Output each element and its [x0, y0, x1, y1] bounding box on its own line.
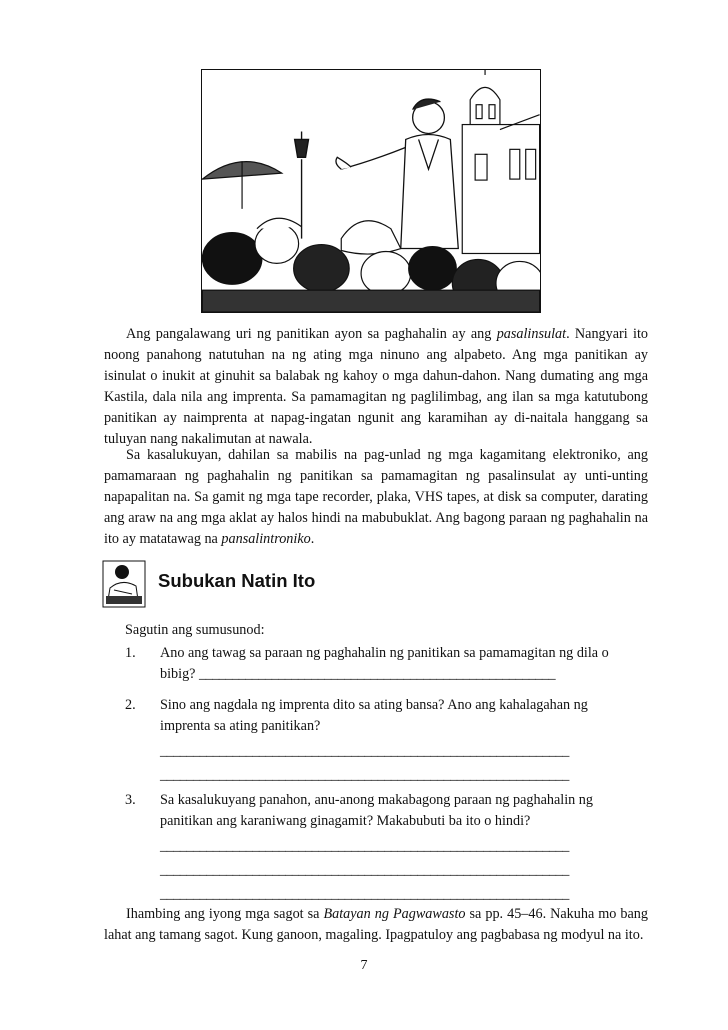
question-2-text: Sino ang nagdala ng imprenta dito sa ating bansa? Ano ang kahalagahan ng imprenta sa ating panitikan?	[160, 697, 588, 734]
instruction-text: Sagutin ang sumusunod:	[125, 622, 265, 638]
question-1-text: Ano ang tawag sa paraan ng paghahalin ng panitikan sa pamamagitan ng dila o bibig?	[160, 645, 609, 682]
paragraph-pasalinsulat	[104, 324, 648, 450]
illustration-crowd-orator	[201, 69, 541, 313]
answer-line-3c[interactable]: ______________________________________________________________	[160, 886, 569, 902]
page-number: 7	[360, 958, 368, 973]
paragraph3-text-end: sa pp. 45–46. Nakuha mo bang lahat ang tamang sagot. Kung ganoon, magaling. Ipagpatuloy ang pagbabasa ng modyul na ito.	[104, 906, 648, 943]
answer-line-3b[interactable]: ______________________________________________________________	[160, 862, 569, 878]
answer-line-3a[interactable]: ______________________________________________________________	[160, 838, 569, 854]
paragraph1-text-end: . Nangyari ito noong panahong natutuhan na ng ating mga ninuno ang alpabeto. Ang mga panitikan ay isinulat o inukit at ginuhit sa balabak ng kahoy o mga dahun-dahon. Nang dumating ang mga Kastila, dala nila ang imprenta. Sa pamamagitan ng paglilimbag, ang ilan sa mga katutubong panitikan ay naimprenta at napag-ingatan ngunit ang karamihan ay di-naitala hanggang sa tuluyan nang nakalimutan at nawala.	[104, 326, 649, 447]
answer-blank-1[interactable]: ______________________________________________________	[199, 666, 556, 682]
student-writing-icon	[102, 560, 146, 608]
question-3-text: Sa kasalukuyang panahon, anu-anong makabagong paraan ng paghahalin ng panitikan ang karaniwang ginagamit? Makabubuti ba ito o hindi?	[160, 792, 593, 829]
question-3-number: 3.	[125, 792, 136, 808]
orator-crowd-drawing	[202, 70, 540, 312]
paragraph2-text-start: Sa kasalukuyan, dahilan sa mabilis na pag-unlad ng mga kagamitang elektroniko, ang pamamaraan ng paghahalin ng panitikan sa pamamagitan ng pasalinsulat ay unti-unting napapalitan na. Sa gamit ng mga tape recorder, plaka, VHS tapes, at disk sa computer, darating ang araw na ang mga aklat ay halos hindi na mabubuklat. Ang bagong paraan ng paghahalin na ito ay matatawag na	[104, 447, 648, 547]
term-batayan: Batayan ng Pagwawasto	[323, 906, 466, 922]
answer-line-2a[interactable]: ______________________________________________________________	[160, 743, 569, 759]
question-2-number: 2.	[125, 697, 136, 713]
question-1-number: 1.	[125, 645, 136, 661]
paragraph2-text-end: .	[310, 531, 315, 547]
paragraph-pansalintroniko	[104, 445, 648, 550]
answer-line-2b[interactable]: ______________________________________________________________	[160, 767, 569, 783]
term-pansalintroniko: pansalintroniko	[221, 531, 311, 547]
term-pasalinsulat: pasalinsulat	[496, 326, 567, 342]
paragraph3-text-start: Ihambing ang iyong mga sagot sa	[126, 906, 324, 922]
section-title: Subukan Natin Ito	[158, 570, 316, 591]
paragraph-answer-check	[104, 904, 648, 946]
paragraph1-text-start: Ang pangalawang uri ng panitikan ayon sa paghahalin ay ang	[126, 326, 497, 342]
